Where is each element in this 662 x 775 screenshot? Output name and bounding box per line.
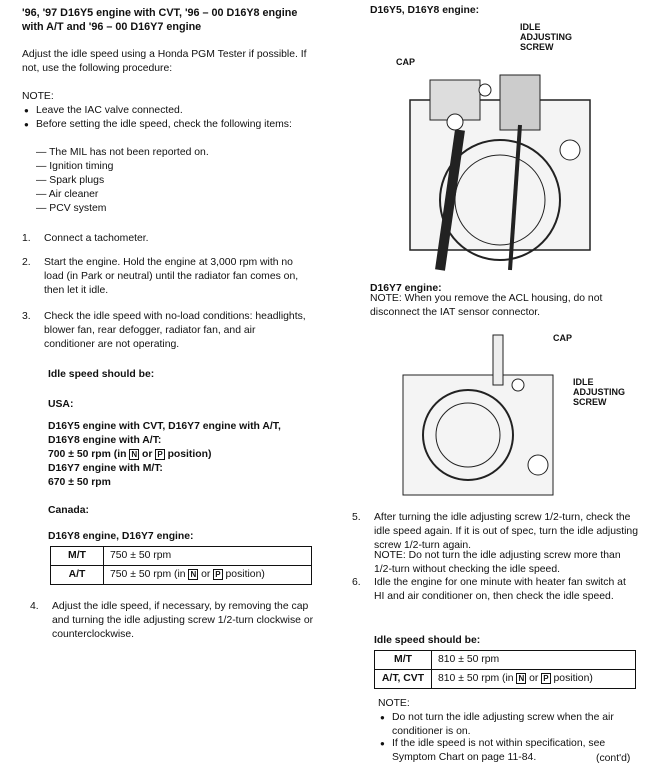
step-text: Connect a tachometer. — [44, 233, 149, 244]
note-item: ● Before setting the idle speed, check the following items: — [36, 118, 306, 132]
table-row — [51, 547, 312, 566]
step-text: After turning the idle adjusting screw 1/2-turn, check the idle speed again. If it is out of spec, turn the idle adjusting screw 1/2-turn again. — [374, 512, 638, 551]
canada-engines: D16Y8 engine, D16Y7 engine: — [48, 531, 194, 542]
table-header-cell: A/T, CVT — [375, 670, 432, 689]
usa-rpm-at — [48, 448, 211, 462]
step-text: Idle the engine for one minute with heater fan switch at HI and air conditioner on, then check the idle speed. — [374, 577, 626, 602]
table-value-cell — [432, 670, 636, 689]
usa-spec-line: D16Y7 engine with M/T: — [48, 463, 163, 474]
cap-callout: CAP — [396, 57, 416, 67]
canada-idle-table — [50, 546, 312, 585]
figure-1-title: D16Y5, D16Y8 engine: — [370, 5, 480, 16]
step-text: Adjust the idle speed, if necessary, by removing the cap and turning the idle adjusting screw 1/2-turn clockwise or counterclockwise. — [52, 601, 314, 640]
check-item: — Ignition timing — [36, 161, 114, 172]
usa-spec-line: D16Y5 engine with CVT, D16Y7 engine with A/T, — [48, 421, 281, 432]
step-text: Check the idle speed with no-load conditions: headlights, blower fan, rear defogger, radiator fan, and air conditioner are not operating. — [44, 311, 306, 350]
table-header-cell: M/T — [375, 651, 432, 670]
step-5-note: NOTE: Do not turn the idle adjusting screw more than 1/2-turn without checking the idle speed. — [374, 550, 621, 575]
rpm-text: 810 ± 50 rpm (in — [438, 673, 514, 684]
idle-speed-label: Idle speed should be: — [374, 635, 481, 646]
or-text: or — [142, 449, 153, 460]
position-text: position) — [225, 569, 265, 580]
check-item: — Air cleaner — [36, 189, 99, 200]
intro-text: Adjust the idle speed using a Honda PGM Tester if possible. If not, use the following procedure: — [22, 49, 307, 74]
idle-screw-callout: IDLE ADJUSTING SCREW — [573, 377, 626, 407]
note-item: ● If the idle speed is not within specification, see Symptom Chart on page 11-84. — [392, 737, 640, 765]
park-box: P — [543, 674, 549, 683]
position-text: position) — [553, 673, 593, 684]
usa-spec-line: D16Y8 engine with A/T: — [48, 435, 162, 446]
or-text: or — [201, 569, 211, 580]
step-number: 3. — [22, 311, 31, 322]
note-item: ● Do not turn the idle adjusting screw when the air conditioner is on. — [392, 711, 640, 739]
or-text: or — [529, 673, 539, 684]
park-box: P — [215, 570, 221, 579]
neutral-box: N — [190, 570, 197, 579]
figure-2-note: NOTE: When you remove the ACL housing, do not disconnect the IAT sensor connector. — [370, 293, 603, 318]
continued-marker: (cont'd) — [596, 753, 631, 764]
idle-screw-callout: IDLE ADJUSTING SCREW — [520, 22, 573, 52]
note-item: ● Leave the IAC valve connected. — [36, 104, 306, 118]
table-header-cell: M/T — [51, 547, 104, 566]
table-row — [375, 670, 636, 689]
usa-rpm-mt: 670 ± 50 rpm — [48, 477, 111, 488]
neutral-box: N — [518, 674, 525, 683]
table-row — [375, 651, 636, 670]
step-number: 2. — [22, 257, 31, 268]
position-text: position) — [167, 449, 212, 460]
cap-callout: CAP — [553, 333, 573, 343]
note-label: NOTE: — [22, 91, 54, 102]
table-value-cell: 750 ± 50 rpm — [104, 547, 312, 566]
step-number: 6. — [352, 577, 361, 588]
check-item: — The MIL has not been reported on. — [36, 147, 209, 158]
rpm-text: 750 ± 50 rpm (in — [110, 569, 186, 580]
table-header-cell: A/T — [51, 566, 104, 585]
section-heading: '96, '97 D16Y5 engine with CVT, '96 – 00 D16Y8 engine with A/T and '96 – 00 D16Y7 engine — [22, 7, 298, 33]
figure-2-title: D16Y7 engine: — [370, 283, 442, 294]
idle-speed-table — [374, 650, 636, 689]
neutral-box: N — [131, 450, 138, 459]
step-number: 1. — [22, 233, 31, 244]
step-number: 5. — [352, 512, 361, 523]
usa-label: USA: — [48, 399, 74, 410]
step-number: 4. — [30, 601, 39, 612]
throttle-body-illustration-1 — [400, 30, 600, 272]
check-item: — PCV system — [36, 203, 107, 214]
table-value-cell: 810 ± 50 rpm — [432, 651, 636, 670]
canada-label: Canada: — [48, 505, 89, 516]
table-row — [51, 566, 312, 585]
step-text: Start the engine. Hold the engine at 3,000 rpm with no load (in Park or neutral) until the radiator fan comes on, then let it idle. — [44, 257, 299, 296]
check-list — [36, 146, 209, 216]
check-item: — Spark plugs — [36, 175, 105, 186]
note-label: NOTE: — [378, 698, 410, 709]
table-value-cell — [104, 566, 312, 585]
throttle-body-illustration-2 — [398, 325, 558, 497]
rpm-text: 700 ± 50 rpm (in — [48, 449, 127, 460]
park-box: P — [157, 450, 163, 459]
idle-speed-label: Idle speed should be: — [48, 369, 155, 380]
